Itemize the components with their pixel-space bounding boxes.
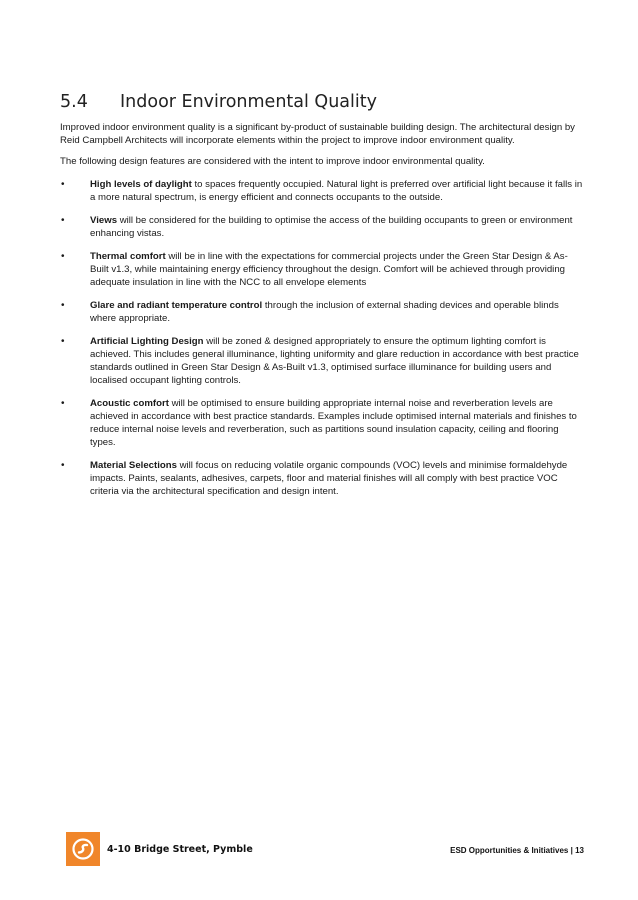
feature-item-daylight (60, 178, 586, 204)
feature-item-glare-control (60, 299, 586, 325)
section-number: 5.4 (60, 92, 88, 112)
section-heading (60, 92, 580, 112)
bullet-icon: • (61, 215, 65, 226)
feature-text: will be optimised to ensure building appropriate internal noise and reverberation levels are achieved in accordance with best practice standards. Examples include optimised internal materials and finishes to reduce internal noise levels and reverberation, such as partitions sound insulation capacity, ceiling and flooring types. (90, 398, 577, 448)
feature-list (60, 178, 586, 508)
page-footer (0, 832, 638, 872)
feature-term: Thermal comfort (90, 251, 166, 262)
section-title: Indoor Environmental Quality (120, 92, 377, 112)
feature-term: Material Selections (90, 460, 177, 471)
feature-text: will focus on reducing volatile organic compounds (VOC) levels and minimise formaldehyde impacts. Paints, sealants, adhesives, carpets, floor and material finishes will all comply with best practice VOC criteria via the architectural specification and design intent. (90, 460, 568, 497)
bullet-icon: • (61, 179, 65, 190)
bullet-icon: • (61, 336, 65, 347)
feature-text: will be considered for the building to optimise the access of the building occupants to green or environment enhancing vistas. (90, 215, 573, 239)
feature-text: through the inclusion of external shading devices and operable blinds where appropriate. (90, 300, 559, 324)
feature-item-material-selections (60, 459, 586, 498)
page-number: 13 (575, 846, 584, 855)
logo-mark-icon (71, 837, 95, 861)
lead-paragraph: The following design features are considered with the intent to improve indoor environmental quality. (60, 156, 485, 167)
feature-item-acoustic-comfort (60, 397, 586, 449)
feature-term: Glare and radiant temperature control (90, 300, 263, 311)
feature-text: will be in line with the expectations for commercial projects under the Green Star Design & As-Built v1.3, while maintaining energy efficiency throughout the design. Comfort will be achieved through providing adequate insulation in line with the NCC to all envelope elements (90, 251, 568, 288)
footer-section-label: ESD Opportunities & Initiatives (450, 846, 569, 855)
feature-text: to spaces frequently occupied. Natural light is preferred over artificial light because it falls in a more natural spectrum, is energy efficient and connects occupants to the outside. (90, 179, 583, 203)
company-logo-icon (66, 832, 100, 866)
feature-item-artificial-lighting (60, 335, 586, 387)
bullet-icon: • (61, 300, 65, 311)
bullet-icon: • (61, 398, 65, 409)
footer-address: 4-10 Bridge Street, Pymble (107, 844, 253, 855)
footer-separator: | (570, 846, 573, 855)
footer-page-info (450, 846, 584, 855)
feature-item-thermal-comfort (60, 250, 586, 289)
feature-term: Views (90, 215, 118, 226)
feature-text: will be zoned & designed appropriately to ensure the optimum lighting comfort is achieved. This includes general illuminance, lighting uniformity and glare reduction in accordance with best practice standards outlined in Green Star Design & As-Built v1.3, optimised surface illuminance for building users and localised occupant lighting controls. (90, 336, 579, 386)
bullet-icon: • (61, 251, 65, 262)
feature-item-views (60, 214, 586, 240)
intro-paragraph: Improved indoor environment quality is a significant by-product of sustainable building design. The architectural design by Reid Campbell Architects will incorporate elements within the project to improve indoor environment quality. (60, 122, 575, 146)
feature-term: Acoustic comfort (90, 398, 169, 409)
feature-term: Artificial Lighting Design (90, 336, 204, 347)
feature-term: High levels of daylight (90, 179, 192, 190)
bullet-icon: • (61, 460, 65, 471)
